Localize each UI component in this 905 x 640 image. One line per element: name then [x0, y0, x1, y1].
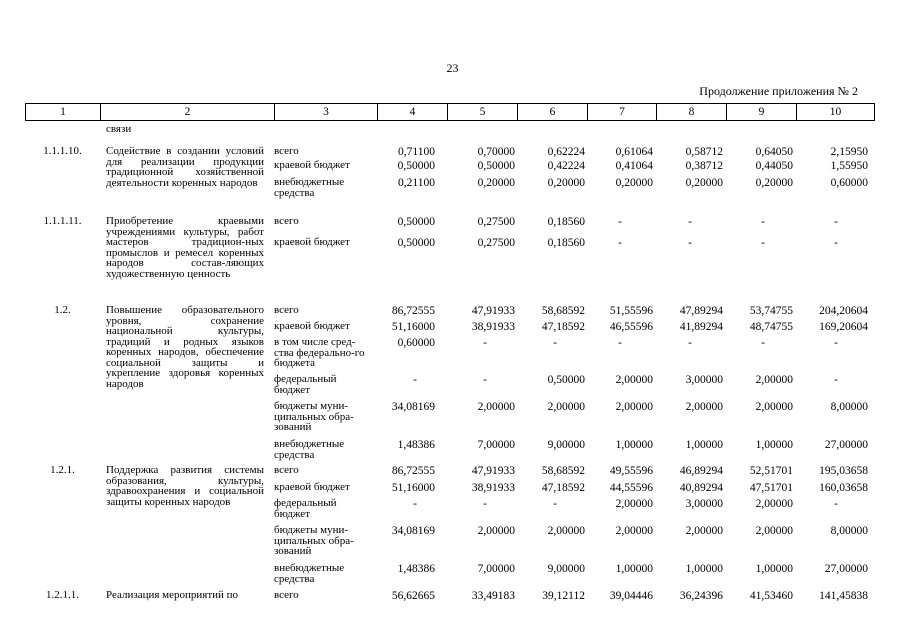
row-number: 1.2.1.: [50, 464, 75, 476]
value-cell: -: [553, 337, 557, 349]
row-number: 1.1.1.10.: [43, 145, 82, 157]
value-cell: 2,00000: [477, 525, 515, 537]
value-cell: 7,00000: [477, 563, 515, 575]
source-label: бюджеты муни-ципальных обра-зований: [274, 400, 354, 433]
value-cell: 2,00000: [685, 525, 723, 537]
source-label: краевой бюджет: [274, 320, 350, 332]
value-cell: 51,16000: [391, 482, 435, 494]
value-cell: 58,68592: [541, 305, 585, 317]
value-cell: 39,12112: [542, 590, 585, 602]
value-cell: -: [618, 237, 622, 249]
value-cell: 38,91933: [471, 321, 515, 333]
value-cell: -: [413, 498, 417, 510]
row-name: Повышение образовательного уровня, сохранение национальной культуры, традиций и родных языков коренных народов, обеспечение социальной защиты и укрепление здоровья коренных народов: [106, 304, 264, 390]
source-label: всего: [274, 589, 299, 601]
value-cell: 1,00000: [755, 439, 793, 451]
value-cell: 0,20000: [547, 177, 585, 189]
value-cell: -: [834, 498, 838, 510]
value-cell: 0,44050: [755, 160, 793, 172]
row-number: 1.1.1.11.: [43, 215, 82, 227]
value-cell: 0,20000: [615, 177, 653, 189]
value-cell: 58,68592: [541, 465, 585, 477]
value-cell: 1,48386: [397, 563, 435, 575]
value-cell: 204,20604: [819, 305, 868, 317]
value-cell: 36,24396: [679, 590, 723, 602]
value-cell: 1,55950: [830, 160, 868, 172]
value-cell: 52,51701: [749, 465, 793, 477]
value-cell: 2,00000: [615, 525, 653, 537]
value-cell: 0,20000: [685, 177, 723, 189]
value-cell: 27,00000: [824, 563, 868, 575]
source-label: всего: [274, 215, 299, 227]
value-cell: 3,00000: [685, 374, 723, 386]
value-cell: -: [483, 337, 487, 349]
value-cell: -: [688, 337, 692, 349]
header-col-9: 9: [727, 104, 797, 120]
header-col-7: 7: [588, 104, 657, 120]
row-name: Приобретение краевыми учреждениями культуры, работ мастеров традицион-ных промыслов и ремесел коренных народов состав-ляющих художественную ценность: [106, 215, 264, 280]
value-cell: 0,20000: [755, 177, 793, 189]
source-label: краевой бюджет: [274, 236, 350, 248]
header-col-2: 2: [101, 104, 275, 120]
value-cell: 1,00000: [685, 563, 723, 575]
value-cell: 9,00000: [547, 563, 585, 575]
value-cell: 0,60000: [830, 177, 868, 189]
source-label: бюджеты муни-ципальных обра-зований: [274, 524, 354, 557]
value-cell: 40,89294: [679, 482, 723, 494]
value-cell: 2,00000: [615, 374, 653, 386]
header-col-3: 3: [275, 104, 378, 120]
value-cell: 8,00000: [830, 401, 868, 413]
value-cell: 0,20000: [477, 177, 515, 189]
value-cell: -: [688, 216, 692, 228]
value-cell: 0,38712: [685, 160, 723, 172]
value-cell: 2,00000: [755, 401, 793, 413]
value-cell: 0,18560: [547, 237, 585, 249]
value-cell: 2,15950: [830, 146, 868, 158]
header-col-8: 8: [657, 104, 727, 120]
value-cell: -: [688, 237, 692, 249]
value-cell: 53,74755: [749, 305, 793, 317]
value-cell: -: [761, 216, 765, 228]
value-cell: 2,00000: [755, 374, 793, 386]
page-number: 23: [446, 61, 459, 75]
value-cell: 8,00000: [830, 525, 868, 537]
row-name: Содействие в создании условий для реализации продукции традиционной хозяйственной деятельности коренных народов: [106, 145, 264, 189]
value-cell: 0,50000: [547, 374, 585, 386]
value-cell: 0,27500: [477, 216, 515, 228]
value-cell: 1,00000: [685, 439, 723, 451]
value-cell: 2,00000: [547, 525, 585, 537]
value-cell: 56,62665: [391, 590, 435, 602]
source-label: краевой бюджет: [274, 481, 350, 493]
value-cell: 141,45838: [819, 590, 868, 602]
value-cell: 2,00000: [685, 401, 723, 413]
value-cell: 48,74755: [749, 321, 793, 333]
value-cell: 1,00000: [615, 563, 653, 575]
value-cell: 34,08169: [391, 525, 435, 537]
value-cell: 39,04446: [609, 590, 653, 602]
value-cell: 44,55596: [609, 482, 653, 494]
source-label: внебюджетные средства: [274, 438, 345, 461]
value-cell: 2,00000: [477, 401, 515, 413]
value-cell: 0,71100: [398, 146, 435, 158]
value-cell: 0,50000: [397, 160, 435, 172]
value-cell: -: [834, 216, 838, 228]
header-col-5: 5: [448, 104, 518, 120]
value-cell: 1,00000: [755, 563, 793, 575]
value-cell: 0,60000: [397, 337, 435, 349]
value-cell: 47,18592: [541, 482, 585, 494]
value-cell: 47,91933: [471, 305, 515, 317]
value-cell: 34,08169: [391, 401, 435, 413]
value-cell: -: [413, 374, 417, 386]
value-cell: 7,00000: [477, 439, 515, 451]
source-label: в том числе сред-ства федерально-го бюджета: [274, 336, 365, 369]
value-cell: -: [483, 498, 487, 510]
value-cell: 0,41064: [615, 160, 653, 172]
source-label: всего: [274, 304, 299, 316]
value-cell: 160,03658: [819, 482, 868, 494]
value-cell: 33,49183: [471, 590, 515, 602]
value-cell: 195,03658: [819, 465, 868, 477]
value-cell: -: [618, 216, 622, 228]
value-cell: 38,91933: [471, 482, 515, 494]
value-cell: 0,50000: [397, 216, 435, 228]
value-cell: -: [834, 337, 838, 349]
value-cell: 86,72555: [391, 465, 435, 477]
row-name: Поддержка развития системы образования, культуры, здравоохранения и социальной защиты коренных народов: [106, 464, 264, 508]
value-cell: -: [834, 237, 838, 249]
header-col-10: 10: [829, 106, 842, 118]
value-cell: 86,72555: [391, 305, 435, 317]
source-label: всего: [274, 464, 299, 476]
value-cell: 41,53460: [749, 590, 793, 602]
value-cell: 51,16000: [391, 321, 435, 333]
value-cell: 46,55596: [609, 321, 653, 333]
value-cell: 0,61064: [615, 146, 653, 158]
header-col-6: 6: [518, 104, 588, 120]
value-cell: 0,62224: [547, 146, 585, 158]
source-label: федеральный бюджет: [274, 497, 337, 520]
value-cell: 0,58712: [685, 146, 723, 158]
value-cell: 1,48386: [397, 439, 435, 451]
value-cell: 3,00000: [685, 498, 723, 510]
header-col-4: 4: [378, 104, 448, 120]
value-cell: -: [618, 337, 622, 349]
value-cell: 169,20604: [819, 321, 868, 333]
row-number: 1.2.1.1.: [46, 589, 79, 601]
value-cell: 9,00000: [547, 439, 585, 451]
value-cell: -: [761, 237, 765, 249]
value-cell: 46,89294: [679, 465, 723, 477]
carry-over-text: связи: [106, 123, 132, 135]
value-cell: 2,00000: [755, 525, 793, 537]
value-cell: -: [553, 498, 557, 510]
value-cell: 47,18592: [541, 321, 585, 333]
source-label: всего: [274, 145, 299, 157]
source-label: федеральный бюджет: [274, 373, 337, 396]
value-cell: 1,00000: [615, 439, 653, 451]
value-cell: 2,00000: [755, 498, 793, 510]
value-cell: 0,42224: [547, 160, 585, 172]
value-cell: 0,18560: [547, 216, 585, 228]
value-cell: 0,64050: [755, 146, 793, 158]
row-name: Реализация мероприятий по: [106, 589, 239, 601]
table-header: [25, 103, 875, 121]
value-cell: -: [761, 337, 765, 349]
value-cell: 47,89294: [679, 305, 723, 317]
source-label: внебюджетные средства: [274, 562, 345, 585]
row-number: 1.2.: [54, 304, 71, 316]
source-label: краевой бюджет: [274, 159, 350, 171]
value-cell: 47,51701: [749, 482, 793, 494]
value-cell: 0,50000: [397, 237, 435, 249]
source-label: внебюджетные средства: [274, 176, 345, 199]
value-cell: 0,27500: [477, 237, 515, 249]
header-col-1: 1: [26, 104, 101, 120]
value-cell: -: [834, 374, 838, 386]
value-cell: 2,00000: [547, 401, 585, 413]
value-cell: 41,89294: [679, 321, 723, 333]
value-cell: 0,50000: [477, 160, 515, 172]
value-cell: -: [483, 374, 487, 386]
value-cell: 47,91933: [471, 465, 515, 477]
value-cell: 2,00000: [615, 401, 653, 413]
value-cell: 27,00000: [824, 439, 868, 451]
continuation-label: Продолжение приложения № 2: [699, 84, 858, 98]
value-cell: 51,55596: [609, 305, 653, 317]
value-cell: 0,70000: [477, 146, 515, 158]
value-cell: 0,21100: [398, 177, 435, 189]
value-cell: 2,00000: [615, 498, 653, 510]
value-cell: 49,55596: [609, 465, 653, 477]
